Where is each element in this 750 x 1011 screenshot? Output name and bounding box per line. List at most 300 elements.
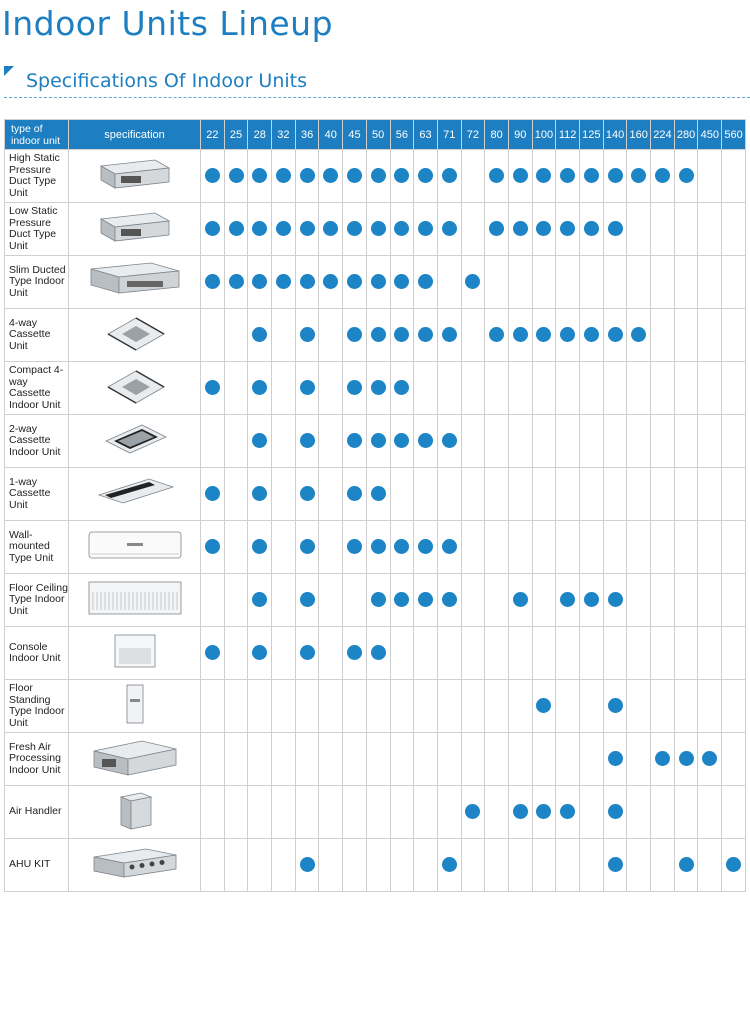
availability-cell	[461, 574, 485, 627]
unit-type-name: Slim Ducted Type Indoor Unit	[5, 256, 69, 309]
availability-dot-icon	[584, 221, 599, 236]
unit-type-name: Fresh Air Processing Indoor Unit	[5, 733, 69, 786]
availability-cell	[437, 839, 461, 892]
availability-cell	[722, 521, 746, 574]
availability-dot-icon	[252, 645, 267, 660]
availability-cell	[627, 309, 651, 362]
availability-cell	[224, 150, 248, 203]
availability-cell	[272, 203, 296, 256]
availability-cell	[437, 786, 461, 839]
availability-dot-icon	[394, 433, 409, 448]
size-header-25: 25	[224, 120, 248, 150]
availability-cell	[508, 574, 532, 627]
table-row	[5, 468, 746, 521]
availability-cell	[366, 468, 390, 521]
availability-dot-icon	[679, 857, 694, 872]
availability-cell	[532, 362, 556, 415]
availability-dot-icon	[513, 221, 528, 236]
availability-cell	[580, 309, 604, 362]
availability-dot-icon	[347, 539, 362, 554]
wall-mounted-unit-icon	[87, 529, 183, 566]
availability-cell	[414, 627, 438, 680]
availability-dot-icon	[347, 645, 362, 660]
availability-cell	[224, 256, 248, 309]
availability-cell	[319, 574, 343, 627]
availability-cell	[674, 839, 698, 892]
size-header-36: 36	[295, 120, 319, 150]
availability-cell	[580, 521, 604, 574]
table-row	[5, 521, 746, 574]
dashed-divider	[4, 97, 750, 98]
availability-cell	[224, 203, 248, 256]
availability-cell	[201, 150, 225, 203]
availability-cell	[343, 309, 367, 362]
availability-dot-icon	[300, 380, 315, 395]
availability-dot-icon	[394, 168, 409, 183]
availability-cell	[508, 203, 532, 256]
floor-standing-unit-icon	[123, 683, 147, 730]
availability-cell	[508, 362, 532, 415]
availability-cell	[248, 521, 272, 574]
availability-cell	[201, 415, 225, 468]
availability-cell	[390, 521, 414, 574]
availability-cell	[437, 256, 461, 309]
availability-dot-icon	[608, 698, 623, 713]
availability-cell	[556, 574, 580, 627]
availability-cell	[390, 574, 414, 627]
availability-dot-icon	[513, 327, 528, 342]
availability-cell	[319, 680, 343, 733]
availability-cell	[722, 150, 746, 203]
availability-cell	[461, 309, 485, 362]
availability-dot-icon	[394, 592, 409, 607]
availability-cell	[366, 203, 390, 256]
availability-dot-icon	[489, 168, 504, 183]
availability-cell	[319, 521, 343, 574]
floor-ceiling-unit-icon	[87, 578, 183, 623]
availability-dot-icon	[300, 274, 315, 289]
availability-dot-icon	[442, 327, 457, 342]
availability-cell	[532, 150, 556, 203]
availability-dot-icon	[418, 274, 433, 289]
availability-cell	[224, 574, 248, 627]
availability-cell	[651, 256, 675, 309]
availability-cell	[532, 680, 556, 733]
availability-cell	[603, 733, 627, 786]
availability-dot-icon	[536, 698, 551, 713]
unit-image-cell	[69, 786, 201, 839]
availability-dot-icon	[608, 592, 623, 607]
availability-dot-icon	[608, 327, 623, 342]
availability-dot-icon	[465, 804, 480, 819]
availability-cell	[556, 468, 580, 521]
availability-cell	[224, 521, 248, 574]
availability-cell	[603, 627, 627, 680]
header-type: type of indoor unit	[5, 120, 69, 150]
table-row	[5, 415, 746, 468]
availability-dot-icon	[442, 539, 457, 554]
availability-dot-icon	[560, 592, 575, 607]
availability-cell	[366, 256, 390, 309]
availability-cell	[674, 362, 698, 415]
availability-cell	[485, 415, 509, 468]
availability-cell	[414, 521, 438, 574]
availability-cell	[201, 362, 225, 415]
availability-cell	[627, 415, 651, 468]
unit-type-name: Floor Standing Type Indoor Unit	[5, 680, 69, 733]
availability-cell	[319, 839, 343, 892]
availability-dot-icon	[252, 486, 267, 501]
availability-cell	[461, 839, 485, 892]
availability-cell	[272, 733, 296, 786]
size-header-80: 80	[485, 120, 509, 150]
unit-type-name: 1-way Cassette Unit	[5, 468, 69, 521]
availability-dot-icon	[229, 221, 244, 236]
availability-dot-icon	[655, 751, 670, 766]
size-header-100: 100	[532, 120, 556, 150]
availability-dot-icon	[418, 168, 433, 183]
availability-cell	[580, 150, 604, 203]
availability-cell	[698, 415, 722, 468]
availability-cell	[556, 680, 580, 733]
availability-dot-icon	[442, 857, 457, 872]
availability-cell	[627, 362, 651, 415]
availability-cell	[390, 468, 414, 521]
availability-dot-icon	[536, 804, 551, 819]
availability-cell	[674, 786, 698, 839]
unit-type-name: Floor Ceiling Type Indoor Unit	[5, 574, 69, 627]
availability-cell	[651, 415, 675, 468]
size-header-45: 45	[343, 120, 367, 150]
availability-cell	[485, 733, 509, 786]
availability-cell	[698, 362, 722, 415]
availability-dot-icon	[347, 168, 362, 183]
availability-cell	[366, 627, 390, 680]
availability-cell	[295, 415, 319, 468]
availability-dot-icon	[371, 592, 386, 607]
size-header-112: 112	[556, 120, 580, 150]
availability-cell	[580, 680, 604, 733]
availability-cell	[366, 415, 390, 468]
availability-cell	[698, 468, 722, 521]
availability-cell	[201, 786, 225, 839]
availability-cell	[698, 786, 722, 839]
availability-cell	[295, 150, 319, 203]
availability-cell	[722, 627, 746, 680]
availability-dot-icon	[276, 274, 291, 289]
availability-cell	[674, 415, 698, 468]
availability-dot-icon	[608, 221, 623, 236]
availability-cell	[295, 786, 319, 839]
availability-cell	[580, 839, 604, 892]
availability-cell	[603, 415, 627, 468]
availability-cell	[722, 680, 746, 733]
availability-cell	[201, 203, 225, 256]
availability-cell	[651, 839, 675, 892]
size-header-450: 450	[698, 120, 722, 150]
availability-cell	[698, 521, 722, 574]
availability-dot-icon	[347, 433, 362, 448]
availability-cell	[390, 786, 414, 839]
spec-table	[4, 119, 746, 892]
ahu-kit-icon	[92, 845, 178, 886]
availability-cell	[366, 309, 390, 362]
availability-cell	[532, 786, 556, 839]
availability-cell	[343, 203, 367, 256]
availability-cell	[580, 786, 604, 839]
availability-cell	[201, 839, 225, 892]
availability-cell	[390, 203, 414, 256]
availability-cell	[248, 362, 272, 415]
availability-cell	[722, 468, 746, 521]
unit-type-name: Console Indoor Unit	[5, 627, 69, 680]
availability-dot-icon	[442, 433, 457, 448]
availability-dot-icon	[252, 168, 267, 183]
availability-cell	[437, 309, 461, 362]
availability-cell	[580, 468, 604, 521]
availability-dot-icon	[679, 168, 694, 183]
availability-cell	[319, 468, 343, 521]
availability-cell	[319, 256, 343, 309]
availability-dot-icon	[418, 221, 433, 236]
availability-cell	[627, 627, 651, 680]
table-row	[5, 839, 746, 892]
size-header-72: 72	[461, 120, 485, 150]
availability-cell	[343, 680, 367, 733]
availability-cell	[343, 468, 367, 521]
availability-cell	[698, 309, 722, 362]
availability-cell	[319, 415, 343, 468]
availability-cell	[508, 786, 532, 839]
availability-cell	[603, 521, 627, 574]
availability-dot-icon	[205, 168, 220, 183]
availability-cell	[343, 627, 367, 680]
availability-dot-icon	[608, 804, 623, 819]
availability-cell	[651, 733, 675, 786]
availability-dot-icon	[584, 168, 599, 183]
availability-dot-icon	[347, 221, 362, 236]
availability-dot-icon	[536, 327, 551, 342]
availability-cell	[698, 256, 722, 309]
availability-cell	[414, 839, 438, 892]
availability-cell	[366, 786, 390, 839]
availability-cell	[437, 203, 461, 256]
availability-cell	[674, 521, 698, 574]
availability-cell	[319, 309, 343, 362]
unit-image-cell	[69, 203, 201, 256]
availability-cell	[651, 468, 675, 521]
availability-cell	[532, 574, 556, 627]
availability-cell	[248, 733, 272, 786]
table-row	[5, 362, 746, 415]
availability-dot-icon	[442, 221, 457, 236]
availability-cell	[603, 839, 627, 892]
unit-image-cell	[69, 839, 201, 892]
slim-duct-unit-icon	[87, 259, 183, 306]
availability-cell	[603, 574, 627, 627]
availability-cell	[319, 203, 343, 256]
size-header-22: 22	[201, 120, 225, 150]
availability-cell	[272, 415, 296, 468]
availability-cell	[722, 733, 746, 786]
availability-cell	[651, 680, 675, 733]
unit-type-name: Wall-mounted Type Unit	[5, 521, 69, 574]
availability-cell	[651, 786, 675, 839]
availability-dot-icon	[371, 327, 386, 342]
availability-cell	[295, 362, 319, 415]
availability-cell	[248, 627, 272, 680]
availability-cell	[722, 415, 746, 468]
availability-cell	[461, 521, 485, 574]
availability-dot-icon	[513, 168, 528, 183]
availability-cell	[272, 468, 296, 521]
fresh-air-unit-icon	[92, 737, 178, 782]
availability-cell	[390, 627, 414, 680]
availability-cell	[224, 786, 248, 839]
unit-image-cell	[69, 627, 201, 680]
size-header-63: 63	[414, 120, 438, 150]
availability-cell	[414, 309, 438, 362]
availability-dot-icon	[205, 645, 220, 660]
size-header-140: 140	[603, 120, 627, 150]
availability-dot-icon	[394, 221, 409, 236]
availability-cell	[201, 309, 225, 362]
availability-cell	[674, 627, 698, 680]
availability-dot-icon	[276, 168, 291, 183]
availability-dot-icon	[347, 486, 362, 501]
availability-dot-icon	[536, 168, 551, 183]
size-header-28: 28	[248, 120, 272, 150]
availability-dot-icon	[371, 486, 386, 501]
availability-dot-icon	[300, 168, 315, 183]
availability-cell	[508, 256, 532, 309]
availability-cell	[485, 680, 509, 733]
availability-cell	[674, 680, 698, 733]
availability-cell	[343, 150, 367, 203]
availability-cell	[508, 468, 532, 521]
availability-cell	[272, 362, 296, 415]
availability-cell	[437, 733, 461, 786]
availability-cell	[272, 627, 296, 680]
availability-cell	[201, 256, 225, 309]
availability-dot-icon	[347, 380, 362, 395]
availability-cell	[651, 627, 675, 680]
availability-cell	[201, 733, 225, 786]
availability-dot-icon	[300, 857, 315, 872]
availability-dot-icon	[608, 751, 623, 766]
availability-cell	[366, 839, 390, 892]
availability-cell	[508, 733, 532, 786]
availability-dot-icon	[489, 221, 504, 236]
availability-dot-icon	[252, 539, 267, 554]
availability-cell	[390, 839, 414, 892]
availability-cell	[556, 521, 580, 574]
availability-dot-icon	[205, 539, 220, 554]
availability-cell	[295, 680, 319, 733]
unit-type-name: Compact 4-way Cassette Indoor Unit	[5, 362, 69, 415]
availability-cell	[508, 309, 532, 362]
console-unit-icon	[113, 633, 157, 674]
availability-cell	[532, 468, 556, 521]
availability-dot-icon	[300, 592, 315, 607]
availability-cell	[390, 733, 414, 786]
availability-cell	[201, 680, 225, 733]
section-header	[4, 66, 750, 98]
availability-cell	[224, 415, 248, 468]
table-row	[5, 733, 746, 786]
availability-cell	[722, 839, 746, 892]
availability-cell	[532, 733, 556, 786]
availability-dot-icon	[655, 168, 670, 183]
availability-dot-icon	[608, 168, 623, 183]
availability-cell	[485, 150, 509, 203]
availability-dot-icon	[300, 433, 315, 448]
availability-cell	[674, 150, 698, 203]
availability-cell	[343, 521, 367, 574]
availability-dot-icon	[394, 539, 409, 554]
availability-dot-icon	[323, 221, 338, 236]
availability-cell	[627, 521, 651, 574]
availability-dot-icon	[371, 380, 386, 395]
availability-cell	[343, 256, 367, 309]
availability-dot-icon	[323, 274, 338, 289]
availability-cell	[224, 680, 248, 733]
availability-dot-icon	[679, 751, 694, 766]
unit-image-cell	[69, 680, 201, 733]
size-header-160: 160	[627, 120, 651, 150]
availability-dot-icon	[418, 592, 433, 607]
size-header-280: 280	[674, 120, 698, 150]
availability-cell	[366, 521, 390, 574]
availability-cell	[698, 150, 722, 203]
availability-dot-icon	[229, 274, 244, 289]
availability-cell	[556, 786, 580, 839]
availability-dot-icon	[371, 274, 386, 289]
availability-cell	[485, 468, 509, 521]
availability-cell	[390, 415, 414, 468]
availability-cell	[722, 786, 746, 839]
availability-cell	[319, 627, 343, 680]
availability-dot-icon	[560, 168, 575, 183]
cassette-unit-icon	[104, 310, 166, 361]
availability-cell	[248, 839, 272, 892]
unit-type-name: Air Handler	[5, 786, 69, 839]
availability-dot-icon	[394, 380, 409, 395]
availability-cell	[272, 839, 296, 892]
availability-cell	[485, 786, 509, 839]
availability-cell	[556, 203, 580, 256]
availability-cell	[508, 521, 532, 574]
availability-cell	[201, 521, 225, 574]
availability-cell	[272, 150, 296, 203]
availability-cell	[651, 574, 675, 627]
availability-dot-icon	[323, 168, 338, 183]
availability-cell	[295, 468, 319, 521]
availability-cell	[556, 733, 580, 786]
availability-cell	[224, 309, 248, 362]
availability-cell	[627, 839, 651, 892]
availability-cell	[580, 203, 604, 256]
availability-cell	[722, 203, 746, 256]
availability-cell	[508, 627, 532, 680]
availability-cell	[343, 574, 367, 627]
availability-cell	[248, 574, 272, 627]
table-row	[5, 627, 746, 680]
availability-cell	[343, 415, 367, 468]
availability-cell	[674, 309, 698, 362]
availability-cell	[437, 415, 461, 468]
table-row	[5, 786, 746, 839]
